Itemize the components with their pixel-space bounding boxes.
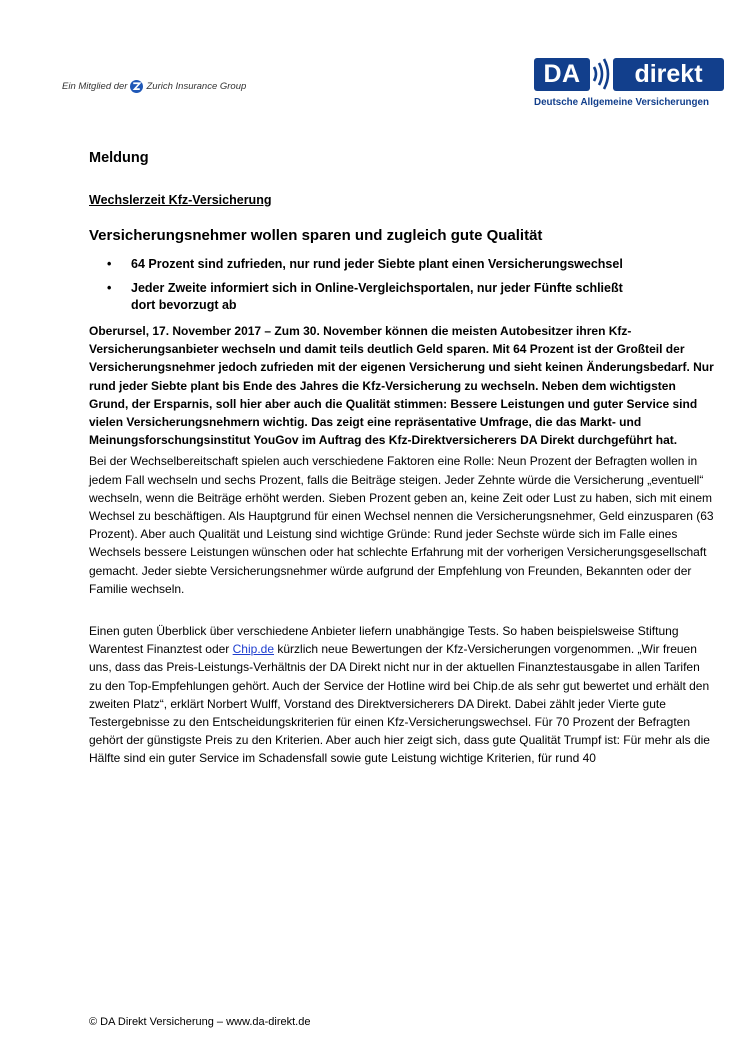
logo-subtitle: Deutsche Allgemeine Versicherungen bbox=[534, 97, 709, 108]
footer: © DA Direkt Versicherung – www.da-direkt.de bbox=[89, 1016, 311, 1028]
paragraph-text: Einen guten Überblick über verschiedene Anbieter liefern unabhängige Tests. So haben beispielsweise Stiftung Warentest Finanztest oder bbox=[89, 624, 679, 657]
key-points-list bbox=[89, 256, 714, 314]
signal-waves-icon bbox=[591, 57, 613, 91]
document-body bbox=[89, 150, 714, 768]
body-paragraph bbox=[89, 622, 714, 768]
zurich-logo-icon bbox=[130, 80, 143, 93]
lead-paragraph: Oberursel, 17. November 2017 – Zum 30. November können die meisten Autobesitzer ihren Kfz-Versicherungsanbieter wechseln und damit teils deutlich Geld sparen. Mit 64 Prozent ist der Großteil der Versicherungsnehmer jedoch zufrieden mit der eigenen Versicherung und sieht keinen Änderungsbedarf. Nur rund jeder Siebte plant bis Ende des Jahres die Kfz-Versicherung zu wechseln. Neben dem wichtigsten Grund, der Ersparnis, soll hier aber auch die Qualität stimmen: Bessere Leistungen und guter Service sind vielen Versicherungsnehmern wichtig. Das zeigt eine repräsentative Umfrage, die das Markt- und Meinungsforschungsinstitut YouGov im Auftrag des Kfz-Direktversicherers DA Direkt durchgeführt hat. bbox=[89, 324, 714, 448]
chip-link[interactable]: Chip.de bbox=[232, 642, 275, 657]
member-prefix: Ein Mitglied der bbox=[62, 81, 128, 92]
logo-direkt: direkt bbox=[613, 58, 724, 91]
doc-heading: Meldung bbox=[89, 150, 149, 166]
member-note bbox=[62, 80, 246, 93]
key-point: • Jeder Zweite informiert sich in Online-Vergleichsportalen, nur jeder Fünfte schließt dort bevorzugt ab bbox=[131, 280, 631, 314]
key-point: • 64 Prozent sind zufrieden, nur rund jeder Siebte plant einen Versicherungswechsel bbox=[131, 256, 631, 273]
member-suffix: Zurich Insurance Group bbox=[146, 81, 247, 92]
logo-da: DA bbox=[534, 58, 590, 91]
paragraph-text: kürzlich neue Bewertungen der Kfz-Versicherungen vorgenommen. „Wir freuen uns, dass das Preis-Leistungs-Verhältnis der DA Direkt nicht nur in der aktuellen Finanztestausgabe in allen Tarifen zu den Top-Empfehlungen gehört. Auch der Service der Hotline wird bei Chip.de als sehr gut bewertet und erhält den zweiten Platz“, erklärt Norbert Wulff, Vorstand des Direktversicherers DA Direkt. Dabei zählt jeder Vierte gute Testergebnisse zu den Entscheidungskriterien für einen Kfz-Versicherungswechsel. Für 70 Prozent der Befragten gehört der günstigste Preis zu den Kriterien. Aber auch hier zeigt sich, dass gute Qualität Trumpf ist: Für mehr als die Hälfte sind ein guter Service im Schadensfall sowie gute Leistung wichtige Kriterien, für rund 40 bbox=[89, 642, 710, 766]
doc-title: Versicherungsnehmer wollen sparen und zugleich gute Qualität bbox=[89, 227, 543, 244]
doc-subheading: Wechslerzeit Kfz-Versicherung bbox=[89, 193, 272, 207]
da-direkt-logo bbox=[534, 56, 730, 114]
body-paragraph: Bei der Wechselbereitschaft spielen auch verschiedene Faktoren eine Rolle: Neun Prozent der Befragten wollen in jedem Fall wechseln und sechs Prozent, falls die Beiträge steigen. Jeder Zehnte würde die Versicherung „eventuell“ wechseln, wenn die Beiträge erhöht werden. Sieben Prozent geben an, keine Zeit oder Lust zu haben, sich mit einem Wechsel zu beschäftigen. Als Hauptgrund für einen Wechsel nennen die Versicherungsnehmer, Geld einzusparen (63 Prozent). Aber auch Qualität und Leistung sind wichtige Gründe: Rund jeder Sechste würde sich im Falle eines Wechsels bessere Leistungen wünschen oder hat schlechte Erfahrung mit der vorherigen Versicherungsgesellschaft gemacht. Jeder siebte Versicherungsnehmer würde aufgrund der Empfehlung von Freunden, Bekannten oder der Familie wechseln. bbox=[89, 454, 714, 596]
